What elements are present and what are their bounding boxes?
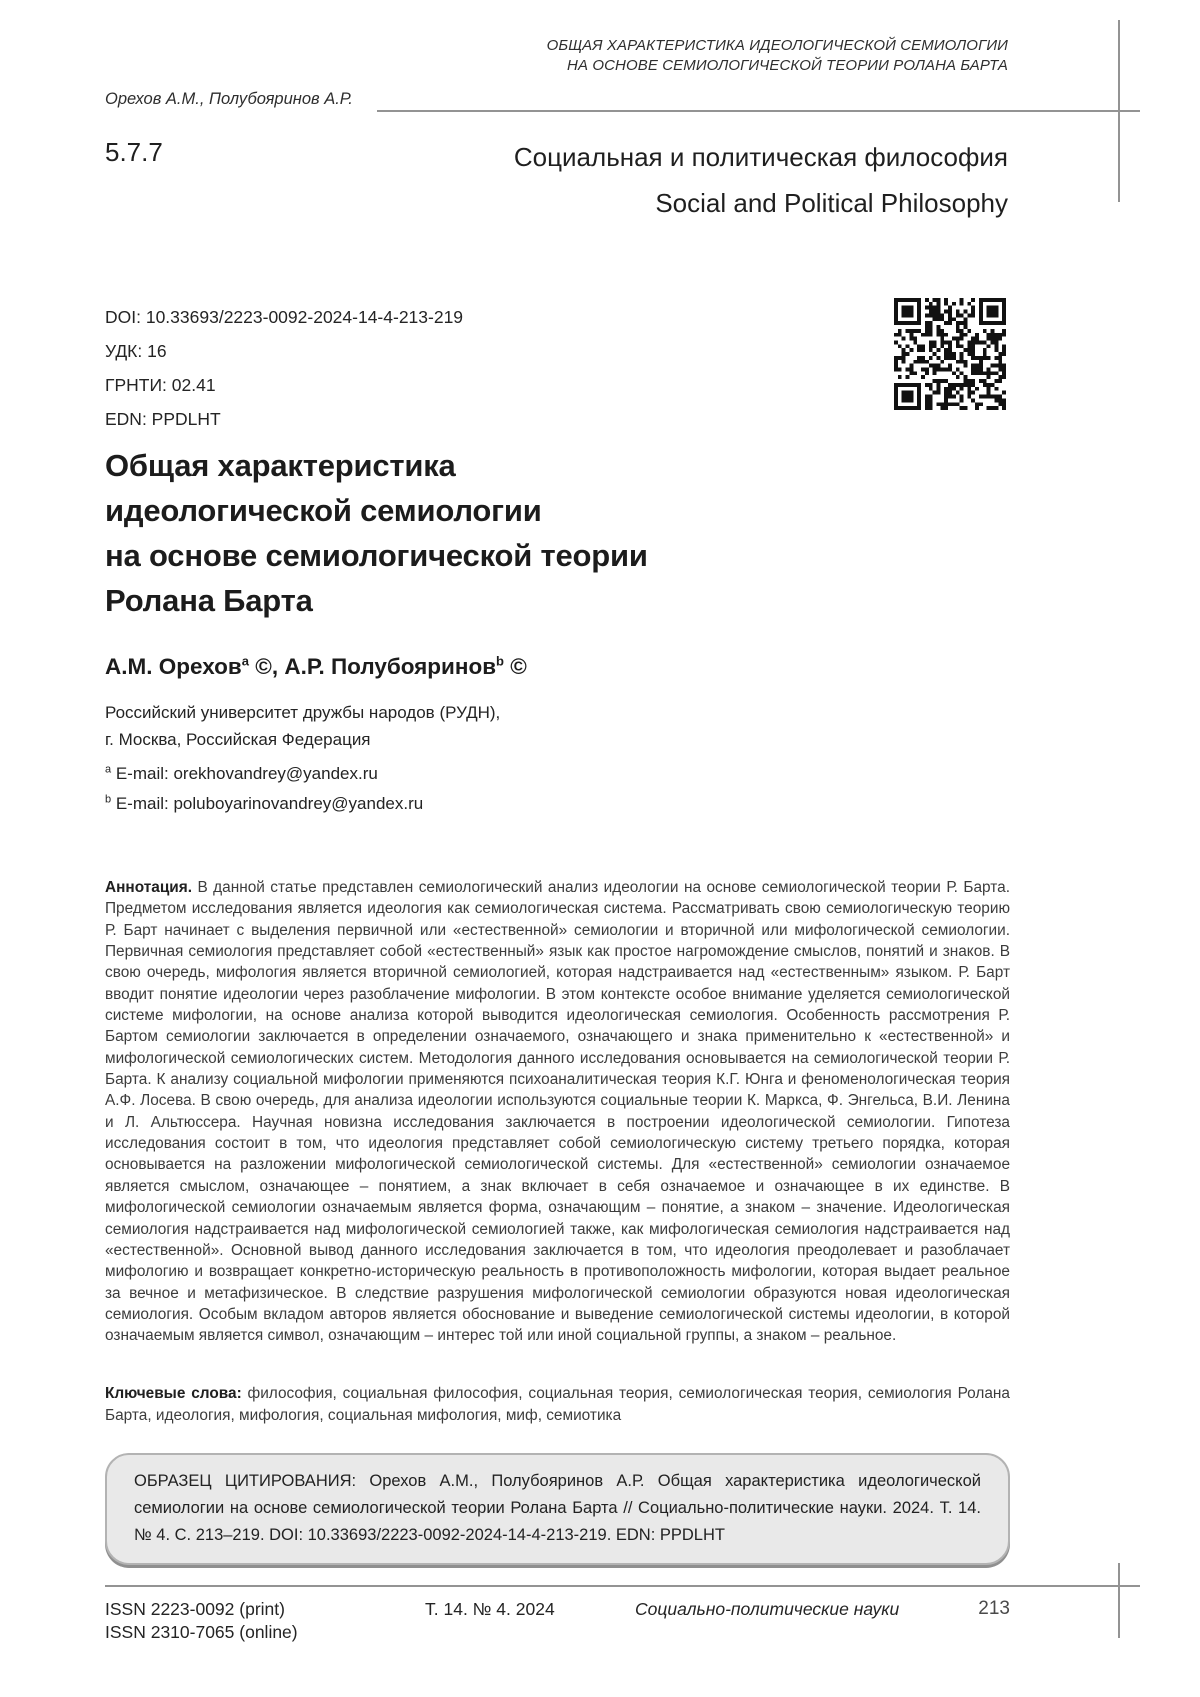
article-title: Общая характеристика идеологической семиологии на основе семиологической теории Ролана Барта — [105, 448, 648, 618]
issn-print: ISSN 2223-0092 (print) — [105, 1599, 285, 1619]
doi-line: DOI: 10.33693/2223-0092-2024-14-4-213-219 — [105, 307, 464, 327]
author-name: А.М. Орехов — [105, 654, 242, 679]
author-copyright-icon: ©, — [248, 654, 285, 679]
running-head-line1: ОБЩАЯ ХАРАКТЕРИСТИКА ИДЕОЛОГИЧЕСКОЙ СЕМИОЛОГИИ — [546, 37, 1008, 54]
email-line-b — [105, 789, 423, 819]
keywords — [105, 1383, 1010, 1426]
footer-vertical-rule — [1118, 1563, 1120, 1638]
email-line-a — [105, 759, 423, 789]
grnti-line: ГРНТИ: 02.41 — [105, 375, 216, 395]
footer-issn-block — [105, 1598, 298, 1644]
page-number: 213 — [978, 1598, 1010, 1619]
email-list — [105, 759, 423, 819]
citation-sample-box — [105, 1453, 1010, 1565]
keywords-text: философия, социальная философия, социальная теория, семиологическая теория, семиология Ролана Барта, идеология, мифология, социальная мифология, миф, семиотика — [105, 1385, 1010, 1424]
edn-line: EDN: PPDLHT — [105, 409, 221, 429]
citation-label: ОБРАЗЕЦ ЦИТИРОВАНИЯ: — [134, 1472, 357, 1490]
running-head — [105, 36, 1008, 76]
footer-divider — [105, 1585, 1140, 1587]
section-title-en: Social and Political Philosophy — [655, 188, 1008, 218]
email-sup-b: b — [105, 793, 112, 806]
qr-code — [894, 298, 1006, 410]
abstract — [105, 877, 1010, 1347]
section-code: 5.7.7 — [105, 137, 163, 167]
udk-line: УДК: 16 — [105, 341, 167, 361]
email-address-b: E-mail: poluboyarinovandrey@yandex.ru — [111, 794, 424, 813]
issn-online: ISSN 2310-7065 (online) — [105, 1622, 298, 1642]
author-affiliation-mark: a — [241, 653, 249, 669]
author-copyright-icon: © — [504, 654, 527, 679]
email-address-a: E-mail: orekhovandrey@yandex.ru — [111, 764, 378, 783]
footer-volume: Т. 14. № 4. 2024 — [425, 1599, 555, 1619]
header-vertical-rule — [1118, 20, 1120, 202]
email-sup-a: a — [105, 763, 112, 776]
header-divider — [377, 110, 1140, 112]
abstract-label: Аннотация. — [105, 879, 193, 896]
section-titles — [105, 134, 1008, 226]
section-title-ru: Социальная и политическая философия — [513, 142, 1008, 172]
citation-text: Орехов А.М., Полубояринов А.Р. Общая характеристика идеологической семиологии на основе семиологической теории Ролана Барта // Социально-политические науки. 2024. Т. 14. № 4. С. 213–219. DOI: 10.33693/2223-0092-2024-14-4-213-219. EDN: PPDLHT — [134, 1472, 981, 1544]
author-affiliation-mark: b — [496, 653, 504, 669]
abstract-text: В данной статье представлен семиологический анализ идеологии на основе семиологической теории Р. Барта. Предметом исследования является идеология как семиологическая система. Рассматривать свою семиологическую теорию Р. Барт начинает с выделения первичной или «естественной» семиологии и вторичной или мифологической семиологии. Первичная семиология представляет собой «естественный» язык как простое нагромождение смыслов, понятий и знаков. В свою очередь, мифология является вторичной семиологией, которая надстраивается над «естественным» языком. Р. Барт вводит понятие идеологии через разоблачение мифологии. В этом контексте особое внимание уделяется семиологической системе мифологии, на основе анализа которой выводится идеологическая семиология. Особенность рассмотрения Р. Бартом семиологии заключается в определении означаемого, означающего и знака применительно к «естественной» и мифологической семиологических систем. Методология данного исследования основывается на семиологической теории Р. Барта. К анализу социальной мифологии применяются психоаналитическая теория К.Г. Юнга и феноменологическая теория А.Ф. Лосева. В свою очередь, для анализа идеологии используются социальные теории К. Маркса, Ф. Энгельса, В.И. Ленина и Л. Альтюссера. Научная новизна исследования заключается в построении идеологической семиологии. Гипотеза исследования состоит в том, что идеология представляет собой семиологическую систему третьего порядка, которая основывается на разложении мифологической семиологической системы. Для «естественной» семиологии означаемое является смыслом, означающее – понятием, а знак включает в себя означаемое и означающее в их единстве. В мифологической семиологии означаемым является форма, означающим – понятие, а знаком – значение. Идеологическая семиология надстраивается над мифологической семиологией также, как мифологическая семиология надстраивается над «естественной». Основной вывод данного исследования заключается в том, что идеология преодолевает и разоблачает мифологию и возвращает конкретно-историческую реальность в противоположность мифологии, которая выдает реальное за вечное и метафизическое. В следствие разрушения мифологической семиологии образуются новая идеологическая семиология. Особым вкладом авторов является обоснование и выведение семиологической системы идеологии, в которой означаемым является символ, означающим – интерес той или иной социальной группы, а знаком – реальное. — [105, 879, 1010, 1345]
byline-authors: Орехов А.М., Полубояринов А.Р. — [105, 90, 353, 108]
running-head-line2: НА ОСНОВЕ СЕМИОЛОГИЧЕСКОЙ ТЕОРИИ РОЛАНА БАРТА — [567, 57, 1008, 74]
footer-journal-title: Социально-политические науки — [635, 1599, 900, 1619]
article-meta — [105, 300, 463, 436]
authors-line — [105, 654, 527, 680]
affiliation: Российский университет дружбы народов (РУДН), г. Москва, Российская Федерация — [105, 703, 501, 749]
keywords-label: Ключевые слова: — [105, 1385, 242, 1402]
author-name: А.Р. Полубояринов — [284, 654, 497, 679]
